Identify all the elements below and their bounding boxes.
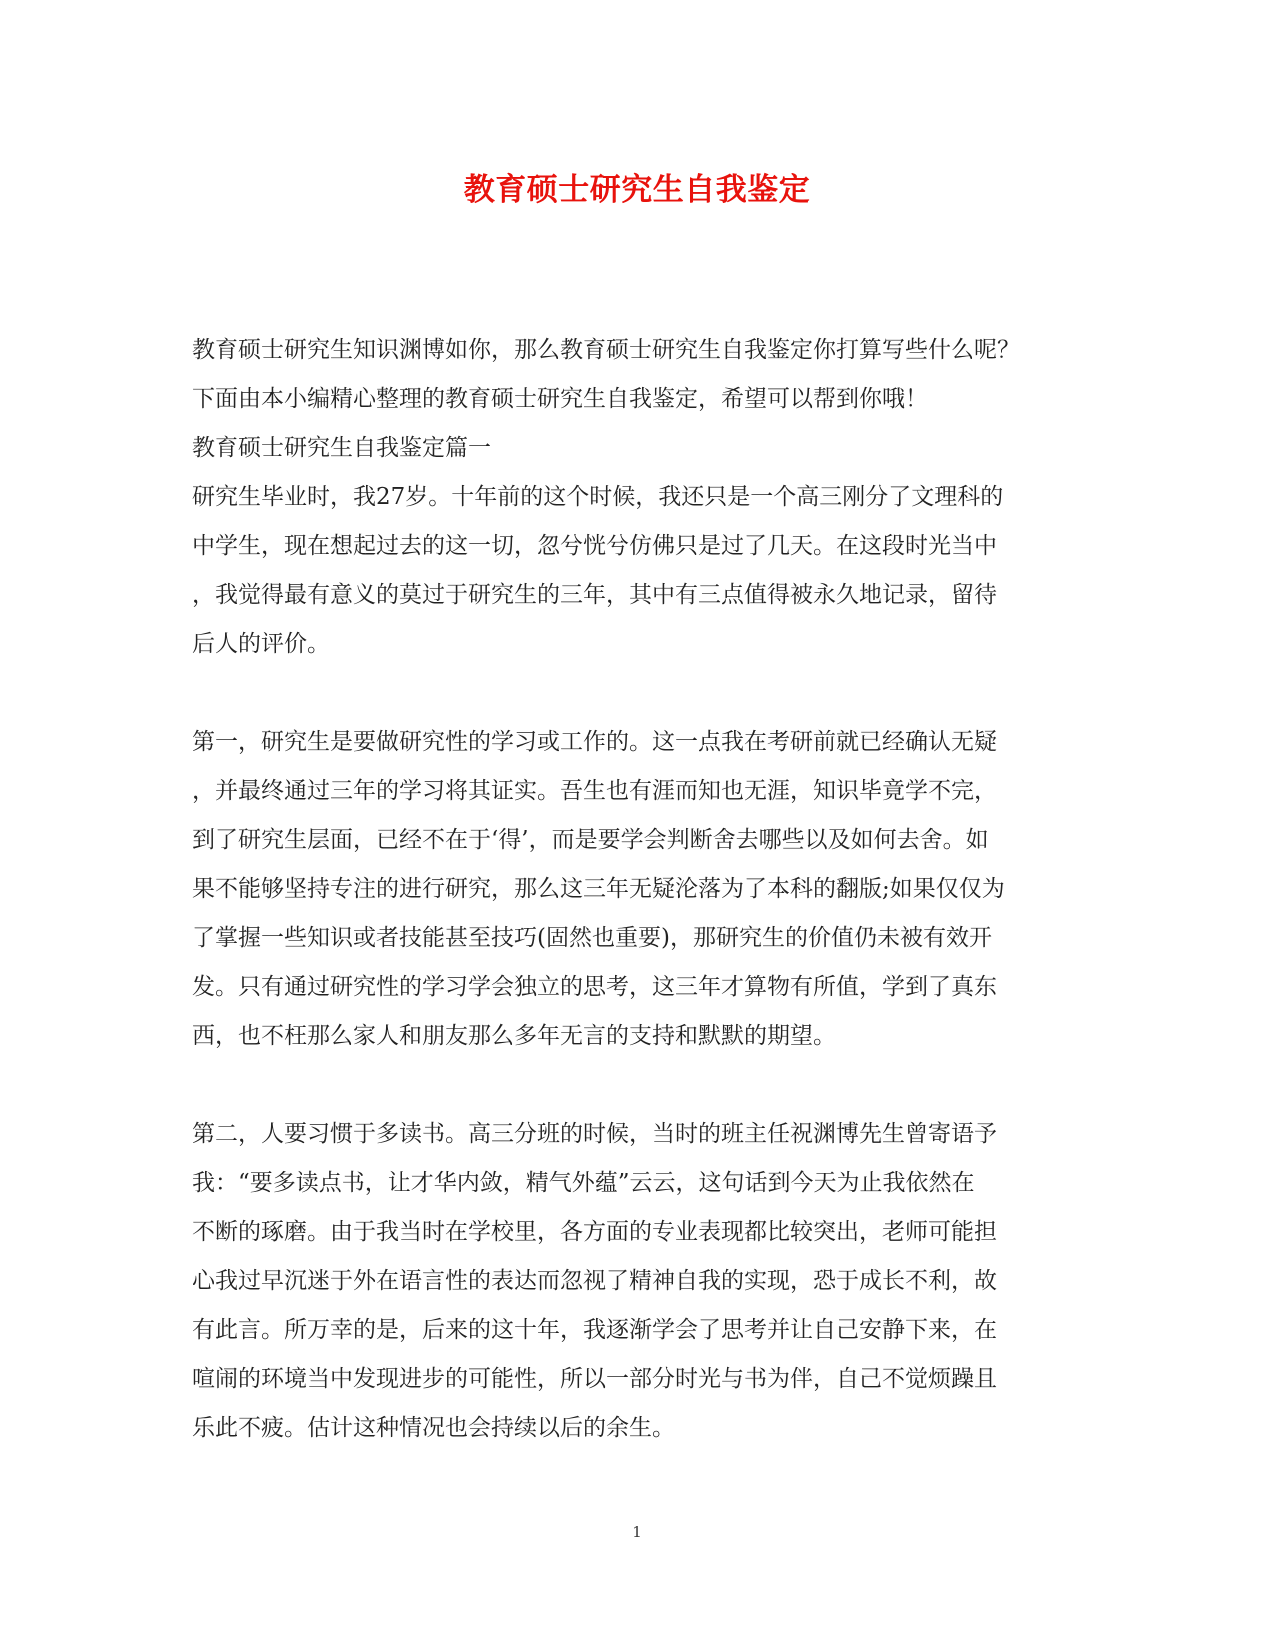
paragraph-line: 了掌握一些知识或者技能甚至技巧(固然也重要)，那研究生的价值仍未被有效开 — [192, 925, 992, 951]
intro-line: 下面由本小编精心整理的教育硕士研究生自我鉴定，希望可以帮到你哦！ — [192, 386, 928, 412]
paragraph-line: 发。只有通过研究性的学习学会独立的思考，这三年才算物有所值，学到了真东 — [192, 974, 997, 1000]
paragraph-line: ，我觉得最有意义的莫过于研究生的三年，其中有三点值得被永久地记录，留待 — [192, 582, 997, 608]
paragraph-gap — [192, 1061, 1092, 1110]
paragraph-line: ，并最终通过三年的学习将其证实。吾生也有涯而知也无涯，知识毕竟学不完， — [192, 778, 997, 804]
paragraph-line: 不断的琢磨。由于我当时在学校里，各方面的专业表现都比较突出，老师可能担 — [192, 1219, 997, 1245]
intro-line: 教育硕士研究生知识渊博如你，那么教育硕士研究生自我鉴定你打算写些什么呢？ — [192, 337, 1020, 363]
paragraph-gap — [192, 669, 1092, 718]
paragraph-line: 有此言。所万幸的是，后来的这十年，我逐渐学会了思考并让自己安静下来，在 — [192, 1317, 997, 1343]
paragraph-line: 后人的评价。 — [192, 631, 330, 657]
paragraph-line: 到了研究生层面，已经不在于‘得’，而是要学会判断舍去哪些以及如何去舍。如 — [192, 827, 989, 853]
paragraph-line: 心我过早沉迷于外在语言性的表达而忽视了精神自我的实现，恐于成长不利，故 — [192, 1268, 997, 1294]
paragraph-line: 我：“要多读点书，让才华内敛，精气外蕴”云云，这句话到今天为止我依然在 — [192, 1170, 975, 1196]
paragraph-line: 第二，人要习惯于多读书。高三分班的时候，当时的班主任祝渊博先生曾寄语予 — [192, 1121, 997, 1147]
document-body — [192, 326, 1092, 1453]
paragraph-line: 研究生毕业时，我27岁。十年前的这个时候，我还只是一个高三刚分了文理科的 — [192, 484, 1004, 510]
paragraph-line: 中学生，现在想起过去的这一切，忽兮恍兮仿佛只是过了几天。在这段时光当中 — [192, 533, 997, 559]
paragraph-line: 第一，研究生是要做研究性的学习或工作的。这一点我在考研前就已经确认无疑 — [192, 729, 997, 755]
paragraph-line: 喧闹的环境当中发现进步的可能性，所以一部分时光与书为伴，自己不觉烦躁且 — [192, 1366, 997, 1392]
paragraph-line: 果不能够坚持专注的进行研究，那么这三年无疑沦落为了本科的翻版;如果仅仅为 — [192, 876, 1005, 902]
paragraph-line: 西，也不枉那么家人和朋友那么多年无言的支持和默默的期望。 — [192, 1023, 836, 1049]
section-heading: 教育硕士研究生自我鉴定篇一 — [192, 435, 491, 461]
document-title: 教育硕士研究生自我鉴定 — [463, 172, 811, 208]
page-number: 1 — [632, 1523, 642, 1541]
paragraph-line: 乐此不疲。估计这种情况也会持续以后的余生。 — [192, 1415, 675, 1441]
